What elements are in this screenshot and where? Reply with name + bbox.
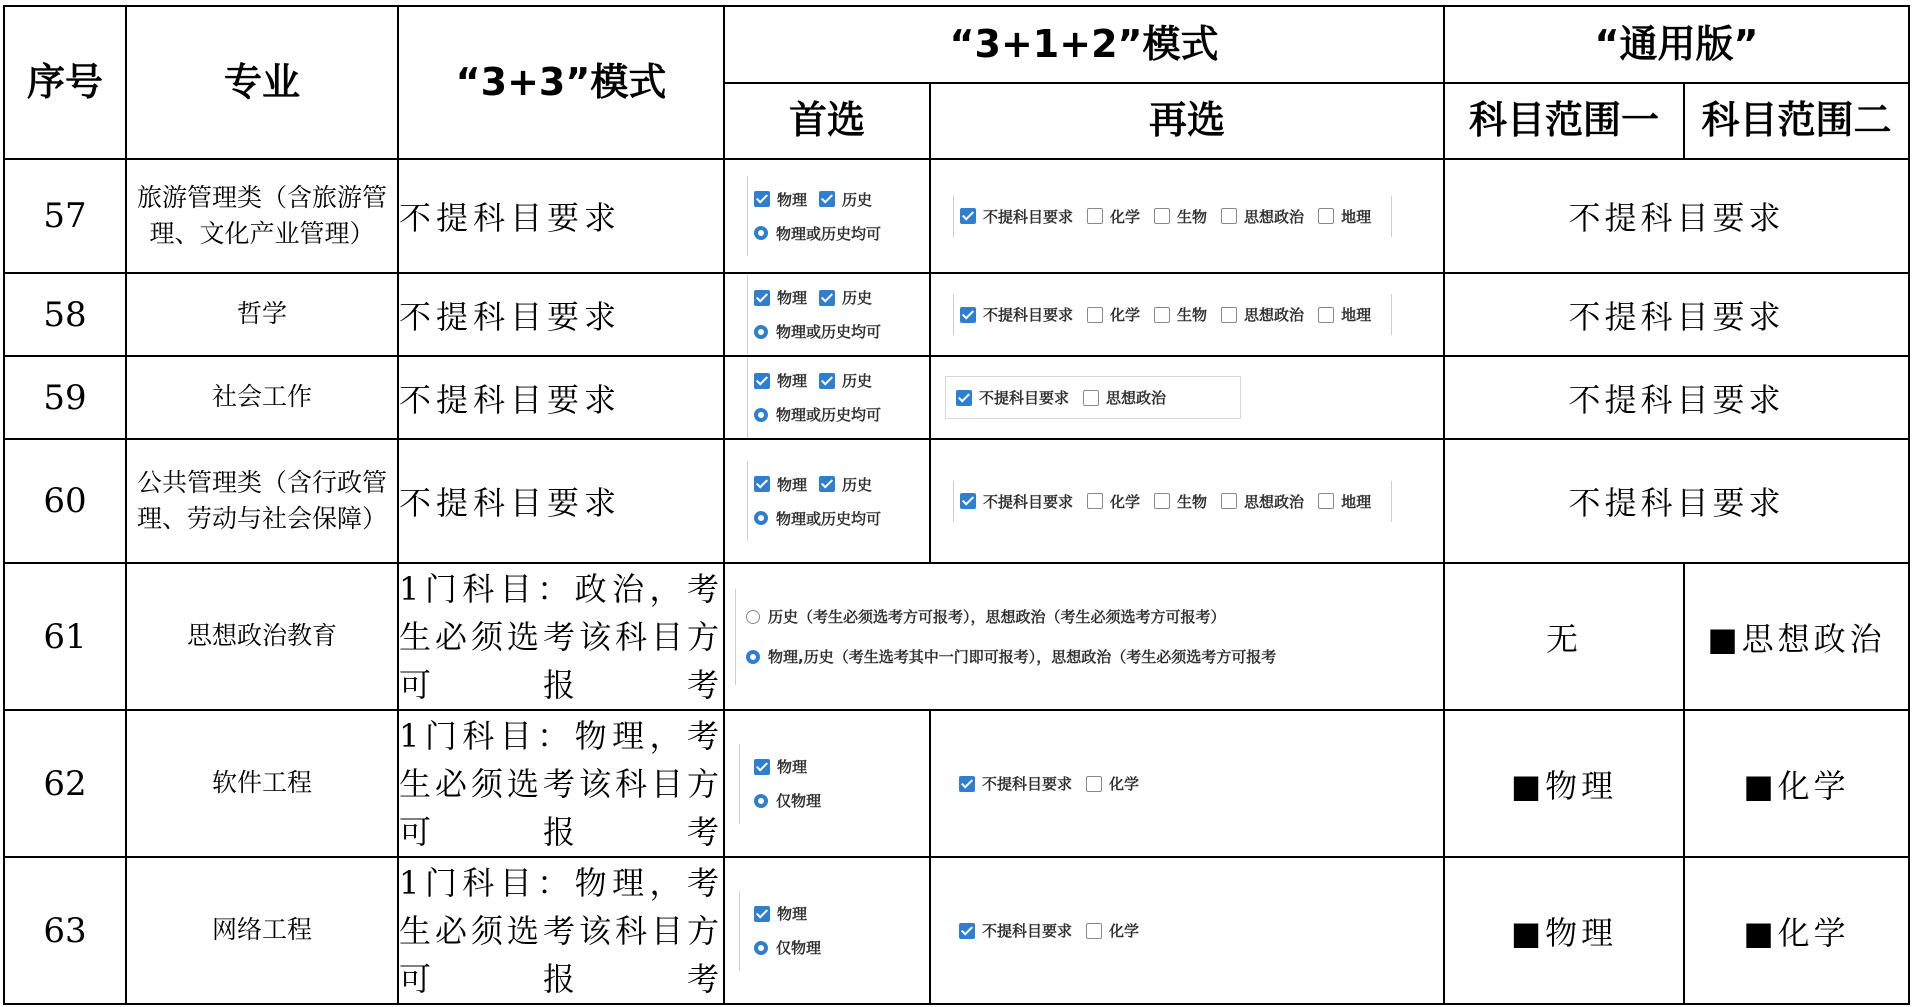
checkbox-empty-icon — [1154, 208, 1170, 224]
radio-selected-icon — [754, 408, 768, 422]
first-choice-panel — [747, 176, 929, 256]
no-requirement-checkbox[interactable] — [959, 773, 1072, 794]
option-label: 物理 — [777, 758, 808, 776]
mode33-requirement: 不提科目要求 — [398, 273, 724, 356]
second-choice-cell — [930, 273, 1444, 356]
checkbox-empty-icon — [1221, 307, 1237, 323]
checkbox-checked-icon — [959, 776, 975, 792]
header-general: “通用版” — [1444, 6, 1909, 83]
option-label: 生物 — [1177, 306, 1208, 324]
history-checkbox[interactable] — [819, 189, 872, 210]
radio-empty-icon — [746, 610, 760, 624]
no-requirement-checkbox[interactable] — [960, 491, 1073, 512]
geography-checkbox[interactable] — [1318, 491, 1371, 512]
second-choice-panel — [953, 910, 1159, 951]
option-label: 化学 — [1110, 306, 1141, 324]
table-row — [4, 857, 1909, 1004]
row-number: 62 — [4, 710, 126, 857]
mode33-requirement: 1门科目：物理，考生必须选考该科目方可报考 — [398, 710, 724, 857]
option-label: 物理或历史均可 — [776, 509, 882, 528]
physics-checkbox[interactable] — [754, 287, 807, 308]
checkbox-empty-icon — [1087, 208, 1103, 224]
checkbox-empty-icon — [1083, 390, 1099, 406]
header-mode312: “3+1+2”模式 — [724, 6, 1444, 83]
checkbox-empty-icon — [1318, 307, 1334, 323]
header-first: 首选 — [724, 83, 930, 159]
option-label: 化学 — [1110, 207, 1141, 226]
second-choice-panel — [953, 763, 1159, 804]
second-choice-cell — [930, 710, 1444, 857]
checkbox-checked-icon — [959, 923, 975, 939]
row-number: 61 — [4, 563, 126, 710]
checkbox-checked-icon — [754, 373, 770, 389]
first-choice-panel — [747, 358, 929, 438]
chemistry-checkbox[interactable] — [1087, 491, 1140, 512]
option-label: 思想政治 — [1244, 207, 1305, 226]
range1-value: ■物理 — [1444, 857, 1684, 1004]
table-row — [4, 710, 1909, 857]
checkbox-checked-icon — [960, 307, 976, 323]
row-number: 60 — [4, 439, 126, 563]
first-choice-cell — [724, 710, 930, 857]
checkbox-checked-icon — [960, 208, 976, 224]
history-checkbox[interactable] — [819, 287, 872, 308]
mode33-requirement: 1门科目：政治，考生必须选考该科目方可报考 — [398, 563, 724, 710]
option-label: 不提科目要求 — [983, 492, 1074, 511]
radio-selected-icon — [746, 650, 760, 664]
range2-value: ■化学 — [1684, 857, 1909, 1004]
physics-history-politics-radio[interactable] — [746, 646, 1276, 667]
physics-or-history-radio[interactable] — [754, 321, 881, 342]
first-choice-cell — [724, 356, 930, 439]
chemistry-checkbox[interactable] — [1086, 920, 1139, 941]
checkbox-empty-icon — [1086, 776, 1102, 792]
header-seq: 序号 — [4, 6, 126, 159]
major-name: 公共管理类（含行政管理、劳动与社会保障） — [126, 439, 398, 563]
option-label: 不提科目要求 — [979, 389, 1070, 407]
checkbox-empty-icon — [1318, 208, 1334, 224]
option-label: 仅物理 — [776, 792, 822, 810]
first-choice-cell — [724, 439, 930, 563]
mode312-combined-cell — [724, 563, 1444, 710]
option-label: 不提科目要求 — [983, 306, 1074, 324]
option-label: 历史 — [842, 475, 873, 494]
checkbox-checked-icon — [754, 906, 770, 922]
checkbox-empty-icon — [1086, 923, 1102, 939]
no-requirement-checkbox[interactable] — [960, 206, 1073, 227]
radio-selected-icon — [754, 511, 768, 525]
option-label: 物理 — [777, 372, 808, 390]
major-name: 旅游管理类（含旅游管理、文化产业管理） — [126, 159, 398, 273]
radio-selected-icon — [754, 226, 768, 240]
general-requirement: 不提科目要求 — [1444, 159, 1909, 273]
checkbox-checked-icon — [754, 290, 770, 306]
option-label: 生物 — [1177, 207, 1208, 226]
geography-checkbox[interactable] — [1318, 304, 1371, 325]
option-label: 历史 — [842, 372, 873, 390]
option-label: 不提科目要求 — [982, 922, 1073, 940]
option-label: 物理 — [777, 475, 808, 494]
checkbox-checked-icon — [754, 191, 770, 207]
header-major: 专业 — [126, 6, 398, 159]
subject-requirements-table — [3, 5, 1910, 1005]
option-label: 化学 — [1110, 492, 1141, 511]
history-checkbox[interactable] — [819, 370, 872, 391]
row-number: 58 — [4, 273, 126, 356]
header-range1: 科目范围一 — [1444, 83, 1684, 159]
first-choice-cell — [724, 273, 930, 356]
physics-or-history-radio[interactable] — [754, 404, 881, 425]
option-label: 物理或历史均可 — [776, 224, 882, 243]
physics-only-radio[interactable] — [754, 790, 821, 811]
general-requirement: 不提科目要求 — [1444, 356, 1909, 439]
range1-value: ■物理 — [1444, 710, 1684, 857]
checkbox-empty-icon — [1221, 493, 1237, 509]
range2-value: ■思想政治 — [1684, 563, 1909, 710]
checkbox-checked-icon — [819, 373, 835, 389]
header-second: 再选 — [930, 83, 1444, 159]
major-name: 社会工作 — [126, 356, 398, 439]
mode33-requirement: 不提科目要求 — [398, 159, 724, 273]
second-choice-panel — [945, 376, 1241, 419]
option-label: 历史 — [842, 190, 873, 209]
politics-checkbox[interactable] — [1083, 387, 1166, 408]
checkbox-checked-icon — [754, 759, 770, 775]
first-choice-panel — [739, 744, 929, 824]
second-choice-panel — [953, 294, 1392, 335]
option-label: 物理或历史均可 — [776, 406, 882, 424]
option-label: 物理或历史均可 — [776, 323, 882, 341]
biology-checkbox[interactable] — [1154, 491, 1207, 512]
mode312-radio-panel — [735, 589, 1443, 685]
checkbox-checked-icon — [960, 493, 976, 509]
physics-checkbox[interactable] — [754, 474, 807, 495]
option-label: 化学 — [1109, 922, 1140, 940]
politics-checkbox[interactable] — [1221, 304, 1304, 325]
option-label: 物理 — [777, 905, 808, 923]
option-label: 物理 — [777, 289, 808, 307]
checkbox-empty-icon — [1221, 208, 1237, 224]
mode33-requirement: 不提科目要求 — [398, 439, 724, 563]
biology-checkbox[interactable] — [1154, 206, 1207, 227]
mode33-requirement: 1门科目：物理，考生必须选考该科目方可报考 — [398, 857, 724, 1004]
option-label: 地理 — [1341, 207, 1372, 226]
first-choice-cell — [724, 857, 930, 1004]
physics-only-radio[interactable] — [754, 937, 821, 958]
option-label: 不提科目要求 — [983, 207, 1074, 226]
option-label: 思想政治 — [1106, 389, 1167, 407]
table-row — [4, 356, 1909, 439]
option-label: 地理 — [1341, 492, 1372, 511]
chemistry-checkbox[interactable] — [1087, 206, 1140, 227]
checkbox-checked-icon — [819, 476, 835, 492]
table-row — [4, 273, 1909, 356]
first-choice-panel — [739, 891, 929, 971]
option-label: 化学 — [1109, 775, 1140, 793]
second-choice-cell — [930, 356, 1444, 439]
option-label: 思想政治 — [1244, 306, 1305, 324]
no-requirement-checkbox[interactable] — [959, 920, 1072, 941]
checkbox-empty-icon — [1154, 493, 1170, 509]
checkbox-empty-icon — [1154, 307, 1170, 323]
second-choice-cell — [930, 439, 1444, 563]
radio-selected-icon — [754, 941, 768, 955]
politics-checkbox[interactable] — [1221, 206, 1304, 227]
major-name: 哲学 — [126, 273, 398, 356]
radio-selected-icon — [754, 794, 768, 808]
second-choice-cell — [930, 159, 1444, 273]
table-row — [4, 563, 1909, 710]
no-requirement-checkbox[interactable] — [956, 387, 1069, 408]
physics-checkbox[interactable] — [754, 370, 807, 391]
first-choice-panel — [747, 275, 929, 355]
table-row — [4, 439, 1909, 563]
physics-or-history-radio[interactable] — [754, 223, 881, 244]
table-row — [4, 159, 1909, 273]
first-choice-cell — [724, 159, 930, 273]
range2-value: ■化学 — [1684, 710, 1909, 857]
general-requirement: 不提科目要求 — [1444, 439, 1909, 563]
option-label: 地理 — [1341, 306, 1372, 324]
first-choice-panel — [747, 461, 929, 541]
biology-checkbox[interactable] — [1154, 304, 1207, 325]
option-label: 仅物理 — [776, 939, 822, 957]
option-label: 物理 — [777, 190, 808, 209]
option-label: 物理,历史（考生选考其中一门即可报考），思想政治（考生必须选考方可报考 — [768, 648, 1277, 666]
major-name: 软件工程 — [126, 710, 398, 857]
row-number: 57 — [4, 159, 126, 273]
physics-checkbox[interactable] — [754, 756, 807, 777]
mode33-requirement: 不提科目要求 — [398, 356, 724, 439]
checkbox-checked-icon — [956, 390, 972, 406]
checkbox-checked-icon — [754, 476, 770, 492]
option-label: 历史 — [842, 289, 873, 307]
row-number: 59 — [4, 356, 126, 439]
major-name: 思想政治教育 — [126, 563, 398, 710]
chemistry-checkbox[interactable] — [1087, 304, 1140, 325]
checkbox-empty-icon — [1087, 307, 1103, 323]
checkbox-checked-icon — [819, 290, 835, 306]
physics-checkbox[interactable] — [754, 189, 807, 210]
option-label: 历史（考生必须选考方可报考），思想政治（考生必须选考方可报考） — [768, 608, 1226, 626]
no-requirement-checkbox[interactable] — [960, 304, 1073, 325]
checkbox-checked-icon — [819, 191, 835, 207]
option-label: 不提科目要求 — [982, 775, 1073, 793]
physics-or-history-radio[interactable] — [754, 508, 881, 529]
second-choice-panel — [953, 481, 1392, 522]
range1-value: 无 — [1444, 563, 1684, 710]
radio-selected-icon — [754, 325, 768, 339]
politics-checkbox[interactable] — [1221, 491, 1304, 512]
header-mode33: “3+3”模式 — [398, 6, 724, 159]
physics-checkbox[interactable] — [754, 903, 807, 924]
general-requirement: 不提科目要求 — [1444, 273, 1909, 356]
row-number: 63 — [4, 857, 126, 1004]
geography-checkbox[interactable] — [1318, 206, 1371, 227]
major-name: 网络工程 — [126, 857, 398, 1004]
header-range2: 科目范围二 — [1684, 83, 1909, 159]
history-checkbox[interactable] — [819, 474, 872, 495]
second-choice-panel — [953, 196, 1392, 237]
history-politics-radio[interactable] — [746, 606, 1226, 627]
option-label: 生物 — [1177, 492, 1208, 511]
chemistry-checkbox[interactable] — [1086, 773, 1139, 794]
checkbox-empty-icon — [1087, 493, 1103, 509]
checkbox-empty-icon — [1318, 493, 1334, 509]
second-choice-cell — [930, 857, 1444, 1004]
option-label: 思想政治 — [1244, 492, 1305, 511]
